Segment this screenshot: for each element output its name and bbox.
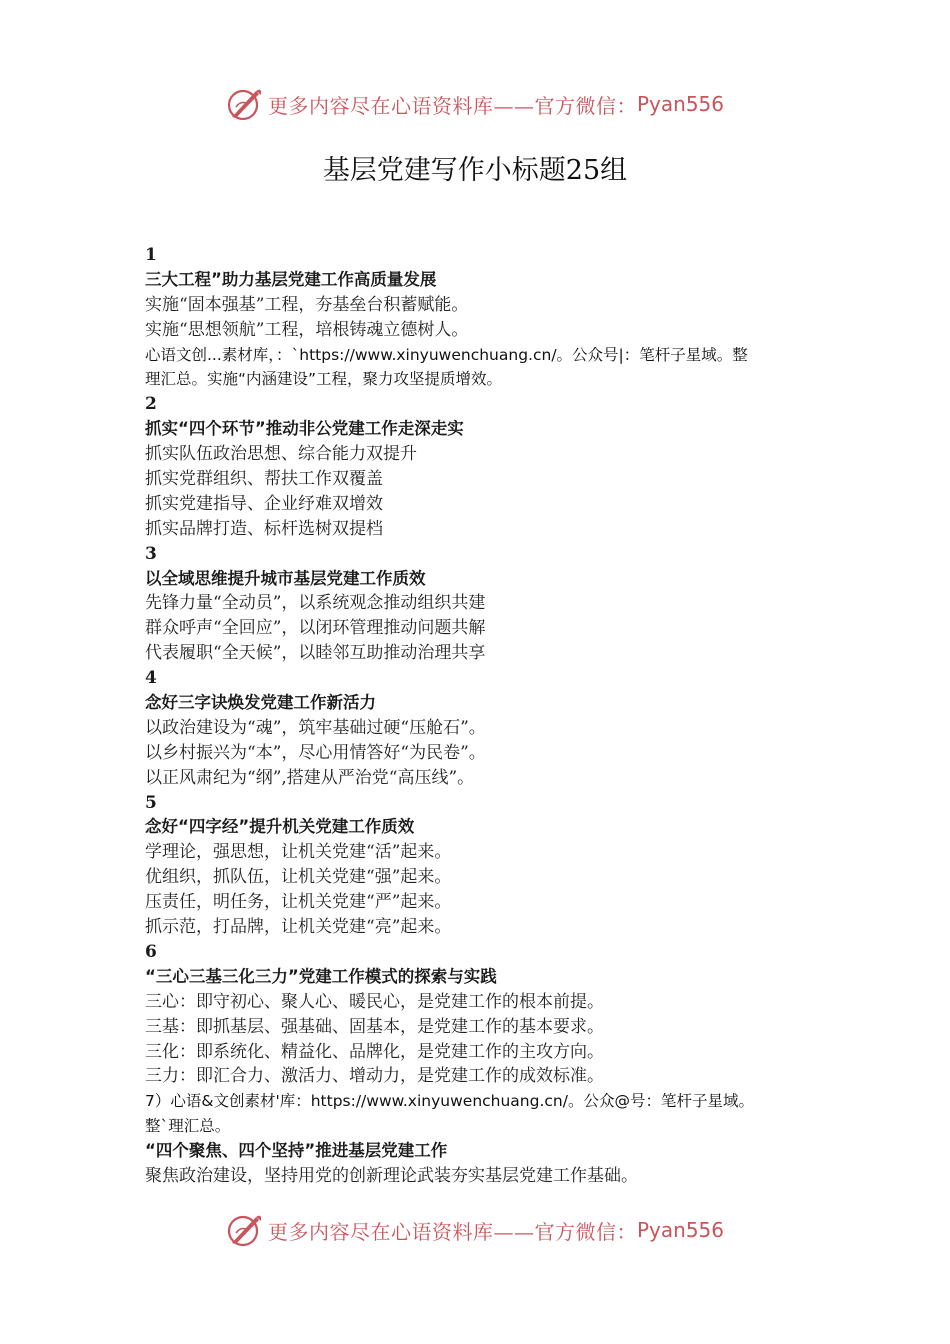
quill-logo-icon	[226, 85, 264, 123]
inserted-source-line: 理汇总。实施“内涵建设”工程，聚力攻坚提质增效。	[145, 370, 503, 389]
quill-logo-icon	[226, 1211, 264, 1249]
body-line: 抓示范，打品牌，让机关党建“亮”起来。	[145, 917, 452, 938]
section-heading: 抓实“四个环节”推动非公党建工作走深走实	[145, 419, 464, 439]
body-line: 优组织，抓队伍，让机关党建“强”起来。	[145, 867, 452, 888]
section-heading: 念好三字诀焕发党建工作新活力	[145, 693, 376, 713]
section-number: 6	[145, 941, 157, 962]
watermark-text: 更多内容尽在心语资料库——官方微信：	[267, 1219, 637, 1244]
body-line: 群众呼声“全回应”，以闭环管理推动问题共解	[145, 618, 486, 639]
watermark-wechat-id: Pyan556	[636, 1218, 724, 1242]
section-heading: 三大工程”助力基层党建工作高质量发展	[145, 269, 437, 289]
document-title: 基层党建写作小标题25组	[322, 155, 628, 186]
body-line: 以正风肃纪为“纲”,搭建从严治党“高压线”。	[145, 767, 475, 788]
body-line: 三心：即守初心、聚人心、暖民心，是党建工作的根本前提。	[145, 991, 604, 1012]
body-line: 以乡村振兴为“本”，尽心用情答好“为民卷”。	[145, 742, 486, 763]
watermark-wechat-id: Pyan556	[636, 92, 724, 116]
inserted-source-line: 心语文创...素材库，：`https://www.xinyuwenchuang.cn/。公众号|：笔杆子星域。整	[145, 345, 748, 364]
watermark-banner-bottom	[0, 1208, 950, 1252]
section-number: 4	[145, 668, 157, 689]
body-line: 抓实党群组织、帮扶工作双覆盖	[145, 469, 383, 490]
inserted-source-line: 7）心语&文创素材'库：https://www.xinyuwenchuang.cn/。公众@号：笔杆子星域。	[145, 1092, 754, 1111]
section-number: 5	[145, 792, 157, 813]
body-line: 抓实党建指导、企业纾难双增效	[145, 493, 383, 514]
body-line: 以政治建设为“魂”，筑牢基础过硬“压舱石”。	[145, 717, 486, 738]
body-line: 实施“思想领航”工程，培根铸魂立德树人。	[145, 319, 469, 340]
section-number: 1	[145, 245, 157, 265]
body-line: 代表履职“全天候”，以睦邻互助推动治理共享	[145, 643, 486, 664]
body-line: 抓实品牌打造、标杆选树双提档	[145, 518, 383, 539]
section-number: 3	[145, 543, 157, 564]
section-heading: 念好“四字经”提升机关党建工作质效	[145, 817, 415, 837]
body-line: 聚焦政治建设，坚持用党的创新理论武装夯实基层党建工作基础。	[145, 1165, 638, 1186]
body-line: 三基：即抓基层、强基础、固基本，是党建工作的基本要求。	[145, 1016, 604, 1037]
section-heading: 以全域思维提升城市基层党建工作质效	[145, 568, 426, 588]
section-heading: “三心三基三化三力”党建工作模式的探索与实践	[145, 966, 497, 986]
body-line: 实施“固本强基”工程，夯基垒台积蓄赋能。	[145, 294, 469, 315]
body-line: 三力：即汇合力、激活力、增动力，是党建工作的成效标准。	[145, 1066, 604, 1087]
watermark-text: 更多内容尽在心语资料库——官方微信：	[267, 93, 637, 118]
document-body	[145, 243, 825, 1189]
body-line: 学理论，强思想，让机关党建“活”起来。	[145, 842, 452, 863]
body-line: 抓实队伍政治思想、综合能力双提升	[145, 444, 417, 465]
inserted-source-line: 整`理汇总。	[145, 1117, 231, 1136]
section-number: 2	[145, 394, 157, 415]
body-line: 三化：即系统化、精益化、品牌化，是党建工作的主攻方向。	[145, 1041, 604, 1062]
body-line: 先锋力量“全动员”，以系统观念推动组织共建	[145, 593, 486, 614]
watermark-banner-top	[0, 82, 950, 126]
body-line: 压责任，明任务，让机关党建“严”起来。	[145, 892, 452, 913]
section-heading: “四个聚焦、四个坚持”推进基层党建工作	[145, 1141, 448, 1161]
